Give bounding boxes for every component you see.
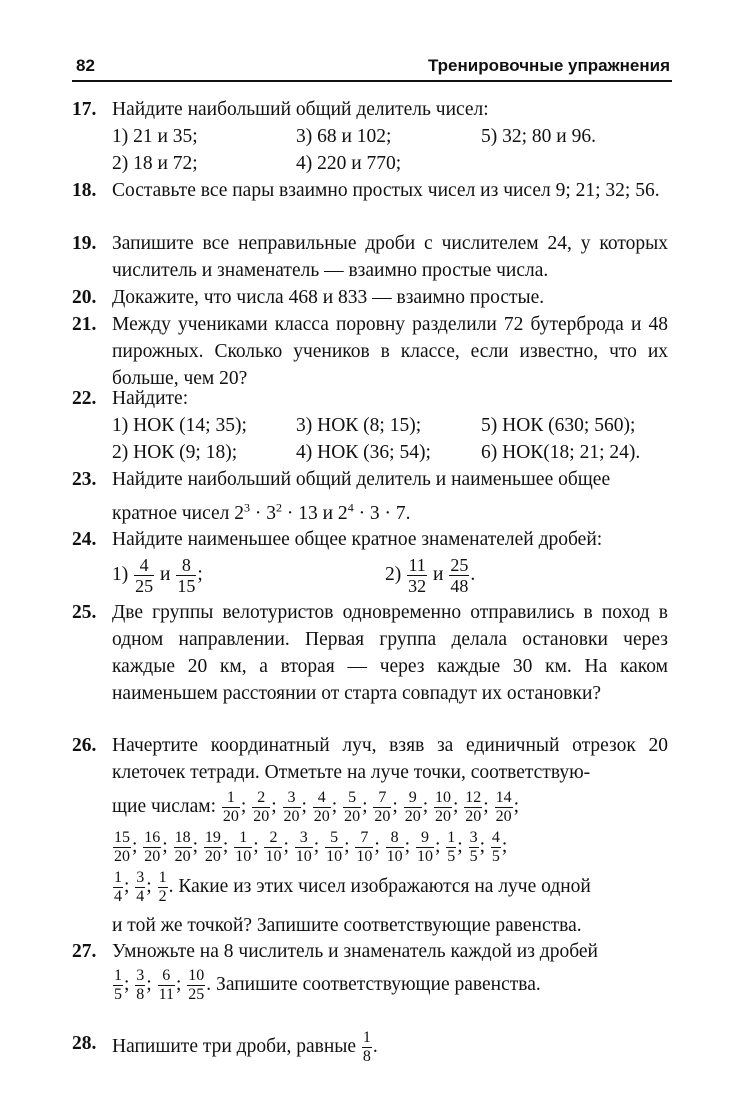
denominator: 25 [188,986,205,1003]
separator: ; [434,835,446,857]
problem-number: 18. [72,180,97,201]
text-part: · 3 · 7. [353,503,411,524]
lead-text: щие числам: [112,795,217,817]
fraction [113,968,123,1003]
denominator: 10 [326,848,343,865]
problem-number: 28. [72,1033,97,1054]
denominator: 20 [222,808,239,825]
problem-number: 24. [72,529,97,550]
problem-text: Докажите, что числа 468 и 833 — взаимно простые. [112,287,545,308]
fraction-list [112,967,206,1003]
fraction [143,830,161,865]
numerator: 2 [252,790,270,808]
separator: ; [124,875,135,897]
exponent: 2 [276,500,282,515]
problem-text: Найдите наибольший общий делитель чисел: [112,99,489,120]
numerator: 5 [325,830,343,848]
numerator: 15 [114,829,130,846]
denominator: 11 [158,986,174,1003]
fraction [373,790,391,825]
separator: ; [146,973,157,995]
separator: ; [283,835,294,857]
denominator: 20 [495,808,512,825]
denominator: 20 [434,808,451,825]
denominator: 20 [374,808,391,825]
numerator: 7 [373,790,391,808]
numerator: 4 [313,790,331,808]
numerator: 4 [491,829,500,846]
numerator: 19 [204,829,221,846]
option: 3) НОК (8; 15); [296,415,422,436]
fraction [407,556,427,595]
option: 1) НОК (14; 35); [112,415,247,436]
fraction [469,830,479,865]
option: 1) 21 и 35; [112,126,198,147]
option: 5) НОК (630; 560); [481,415,636,436]
fraction [204,830,222,865]
denominator: 20 [344,808,361,825]
denominator: 20 [114,848,130,865]
separator: ; [362,795,373,817]
option: 3) 68 и 102; [296,126,392,147]
numerator: 10 [188,967,205,984]
numerator: 9 [404,790,422,808]
fraction [449,556,469,595]
numerator: 3 [283,790,301,808]
text-part: · 13 и 2 [282,503,348,524]
row-text: . Какие из этих чисел изображаются на луче одной [168,875,591,897]
separator: ; [422,795,433,817]
option-label: 2) [385,563,402,585]
fraction-row-3 [112,870,591,905]
problem-17 [72,96,670,178]
numerator: 4 [134,556,154,576]
separator: ; [513,795,519,817]
row-text: . Запишите соответствующие равенства. [206,973,541,995]
fractions-b [385,556,475,595]
fraction-row [112,968,541,1003]
separator: ; [162,835,173,857]
separator: ; [452,795,464,817]
fraction [343,790,361,825]
option: 5) 32; 80 и 96. [481,126,596,147]
numerator: 14 [495,789,512,806]
numerator: 8 [386,830,404,848]
option: 4) 220 и 770; [296,153,402,174]
numerator: 3 [136,967,145,984]
fraction-list [112,869,169,905]
denominator: 5 [491,848,500,865]
numerator: 1 [222,790,240,808]
fraction [135,968,145,1003]
problem-25 [72,599,670,734]
denominator: 25 [135,576,154,596]
numerator: 16 [144,829,161,846]
problem-text: Запишите все неправильные дроби с числителем 24, у которых числитель и знаменатель — взаимно простые числа. [112,233,668,281]
numerator: 11 [408,555,426,575]
denominator: 2 [158,888,167,905]
problem-number: 17. [72,99,97,120]
problem-number: 27. [72,941,97,962]
numerator: 1 [158,869,167,886]
denominator: 20 [404,808,421,825]
denominator: 10 [356,848,373,865]
denominator: 10 [295,848,312,865]
problem-text-line [112,1030,378,1065]
separator: ; [392,795,403,817]
fraction [283,790,301,825]
fraction [174,830,192,865]
separator: ; [124,973,135,995]
fraction [158,870,168,905]
problem-number: 21. [72,314,97,335]
punctuation: ; [197,563,203,585]
denominator: 5 [447,848,456,865]
separator: ; [176,973,187,995]
separator: ; [222,835,234,857]
page-number: 82 [76,56,95,75]
denominator: 5 [469,848,478,865]
fraction [264,830,282,865]
problem-22 [72,385,670,469]
numerator: 8 [176,556,196,576]
numerator: 1 [234,830,252,848]
separator: ; [301,795,312,817]
text-part: кратное чисел 2 [112,503,244,524]
denominator: 20 [465,808,482,825]
numerator: 12 [465,789,482,806]
problem-19 [72,230,670,284]
denominator: 8 [136,986,145,1003]
fraction [362,1030,372,1065]
problem-number: 26. [72,735,97,756]
fraction [135,870,145,905]
fraction [113,870,123,905]
problem-23 [72,466,670,528]
denominator: 20 [204,848,221,865]
problem-text: Найдите наибольший общий делитель и наименьшее общее [112,469,611,490]
separator: ; [479,835,490,857]
problem-text: Составьте все пары взаимно простых чисел из чисел 9; 21; 32; 56. [112,180,660,201]
separator: ; [132,835,143,857]
separator: ; [313,835,325,857]
numerator: 2 [264,830,282,848]
fraction [252,790,270,825]
separator: ; [331,795,343,817]
problem-number: 23. [72,469,97,490]
problem-text: Напишите три дроби, равные [112,1035,357,1057]
separator: ; [483,795,494,817]
problem-18 [72,177,670,231]
numerator: 1 [447,829,456,846]
separator: ; [253,835,264,857]
denominator: 20 [174,848,191,865]
fraction-list [221,789,519,825]
exponent: 4 [347,500,354,515]
problem-28 [72,1024,670,1064]
numerator: 25 [450,555,469,575]
problem-24 [72,526,670,598]
problem-text: Найдите: [112,388,189,409]
conjunction: и [160,563,171,585]
fraction [416,830,434,865]
fraction-row-1 [112,790,519,825]
lcm-expression [112,500,411,527]
fraction [386,830,404,865]
fraction-row-2 [112,830,507,865]
denominator: 20 [144,848,161,865]
denominator: 20 [253,808,270,825]
fraction [176,556,196,595]
fraction [355,830,373,865]
fraction [491,830,501,865]
problem-text: Две группы велотуристов одновременно отправились в поход в одном направлении. Первая группа делала остановки через каждые 20 км, а вторая — через каждые 30 км. На каком наименьшем расстоянии от старта совпадут их остановки? [112,602,668,704]
fraction [446,830,456,865]
denominator: 4 [136,888,145,905]
option: 2) НОК (9; 18); [112,442,238,463]
fraction [434,790,452,825]
problem-number: 25. [72,602,97,623]
fraction [295,830,313,865]
problem-26 [72,732,670,942]
separator: ; [501,835,508,857]
numerator: 10 [434,789,451,806]
fraction [158,968,175,1003]
separator: ; [146,875,157,897]
option: 6) НОК(18; 21; 24). [481,442,641,463]
problem-text: Найдите наименьшее общее кратное знаменателей дробей: [112,529,603,550]
fraction [313,790,331,825]
page-header [72,52,670,82]
fraction [404,790,422,825]
problem-21 [72,311,670,392]
denominator: 4 [114,888,122,905]
denominator: 20 [283,808,300,825]
problem-text-end: и той же точкой? Запишите соответствующие равенства. [112,915,582,936]
numerator: 9 [416,830,434,848]
numerator: 1 [114,967,122,984]
numerator: 3 [469,829,478,846]
fraction [325,830,343,865]
option-label: 1) [112,563,129,585]
problem-text: Между учениками класса поровну разделили 72 бутерброда и 48 пирожных. Сколько учеников в классе, если известно, что их больше, чем 20? [112,314,668,389]
numerator: 1 [114,869,122,886]
problem-27 [72,938,670,1006]
separator: ; [404,835,415,857]
problem-text: Начертите координатный луч, взяв за единичный отрезок 20 клеточек тетради. Отметьте на луче точки, соответствую- [112,735,668,783]
exponent: 3 [244,500,250,515]
numerator: 5 [343,790,361,808]
separator: ; [271,795,282,817]
problem-number: 20. [72,287,97,308]
conjunction: и [433,563,444,585]
punctuation: . [470,563,476,585]
problem-number: 19. [72,233,97,254]
denominator: 15 [177,576,196,596]
fraction [222,790,240,825]
numerator: 6 [158,968,175,986]
denominator: 10 [386,848,403,865]
denominator: 8 [362,1048,371,1065]
fraction [113,830,131,865]
fraction [187,968,205,1003]
fraction [134,556,154,595]
denominator: 10 [265,848,282,865]
separator: ; [240,795,252,817]
numerator: 18 [174,829,191,846]
fraction [234,830,252,865]
denominator: 32 [408,576,427,596]
option: 4) НОК (36; 54); [296,442,431,463]
separator: ; [457,835,468,857]
separator: ; [344,835,355,857]
separator: ; [192,835,203,857]
problem-20 [72,284,670,311]
denominator: 10 [416,848,433,865]
fraction [495,790,513,825]
denominator: 5 [114,986,122,1003]
denominator: 10 [235,848,252,865]
denominator: 20 [313,808,330,825]
numerator: 3 [295,830,313,848]
problem-text: Умножьте на 8 числитель и знаменатель каждой из дробей [112,941,598,962]
problem-number: 22. [72,388,97,409]
numerator: 3 [136,869,145,886]
denominator: 48 [450,576,469,596]
punctuation: . [372,1035,378,1057]
numerator: 1 [362,1029,371,1046]
option: 2) 18 и 72; [112,153,198,174]
header-rule [72,80,672,82]
numerator: 7 [355,830,373,848]
text-part: · 3 [250,503,276,524]
fractions-a [112,556,203,595]
separator: ; [374,835,385,857]
fraction [464,790,482,825]
running-title: Тренировочные упражнения [427,56,670,75]
